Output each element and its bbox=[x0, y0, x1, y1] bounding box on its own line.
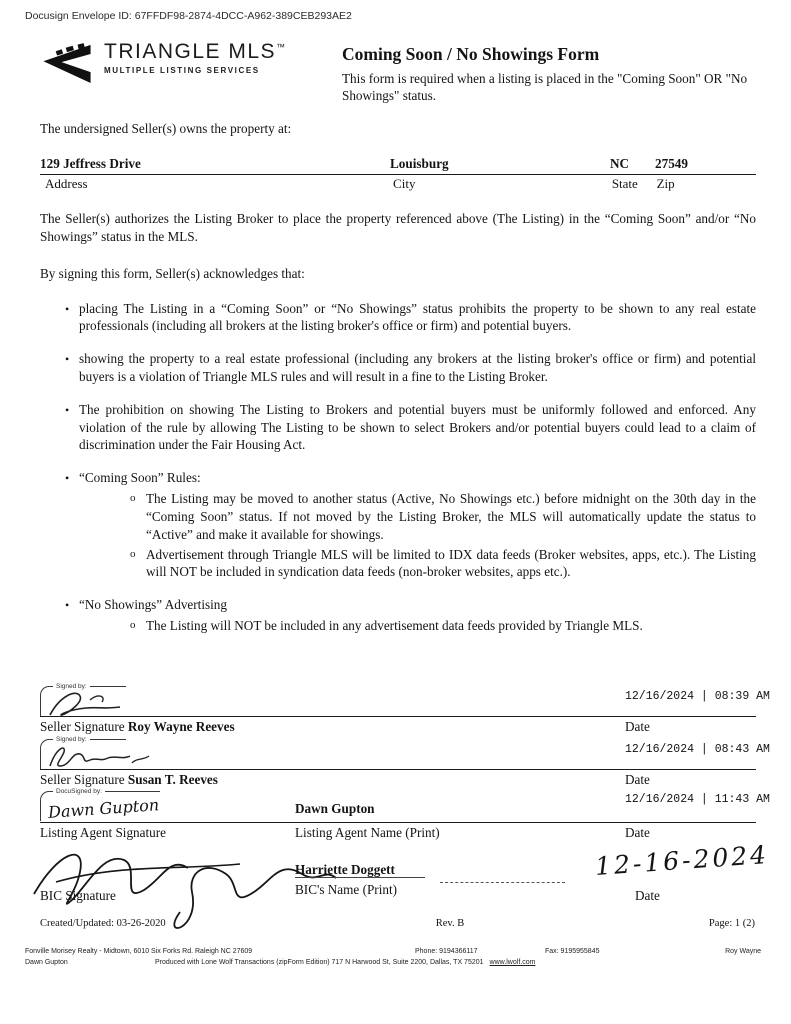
authorize-paragraph: The Seller(s) authorizes the Listing Broker to place the property referenced above (The Listing) in the “Coming Soon” and/or “No Showings” status in the MLS. bbox=[40, 211, 756, 244]
bullet-dot: • bbox=[65, 598, 70, 613]
bullet-no-showings-advertising: • “No Showings” Advertising bbox=[65, 597, 227, 613]
title-block bbox=[342, 44, 758, 105]
revision: Rev. B bbox=[435, 918, 465, 929]
seller1-signature-line bbox=[40, 716, 756, 717]
page-number: Page: 1 (2) bbox=[708, 918, 755, 929]
bullet-placing: • placing The Listing in a “Coming Soon” or “No Showings” status prohibits the property to be shown to any real estate professionals (including all brokers at the listing broker's office or firm) and potential buyers. bbox=[65, 300, 756, 334]
state-label: State bbox=[611, 175, 638, 191]
seller1-signature-row bbox=[40, 683, 770, 739]
logo-tagline: MULTIPLE LISTING SERVICES bbox=[104, 66, 260, 75]
brokerage-phone: Phone: 9194366117 bbox=[415, 948, 478, 955]
zip-value: 27549 bbox=[655, 155, 688, 171]
sub-bullet-advertisement: o Advertisement through Triangle MLS will be limited to IDX data feeds (Broker websites, apps, etc.). The Listing will NOT be included in syndication data feeds (non-broker websites, apps etc.). bbox=[130, 546, 756, 580]
agent-name: Dawn Gupton bbox=[25, 959, 68, 966]
bullet-coming-soon-rules: • “Coming Soon” Rules: bbox=[65, 470, 201, 486]
zip-label: Zip bbox=[656, 175, 675, 191]
seller2-signature-row bbox=[40, 736, 770, 791]
signature-section bbox=[40, 683, 770, 924]
trademark-symbol: ™ bbox=[276, 42, 287, 52]
city-value: Louisburg bbox=[390, 155, 449, 171]
listing-agent-print-name: Dawn Gupton bbox=[295, 801, 375, 816]
seller2-signed-datetime: 12/16/2024 | 08:43 AM bbox=[625, 743, 770, 756]
created-updated: Created/Updated: 03-26-2020 bbox=[40, 918, 166, 929]
listing-agent-role-label: Listing Agent Signature bbox=[40, 825, 167, 840]
seller1-date-label: Date bbox=[625, 719, 650, 734]
bic-print-label: BIC's Name (Print) bbox=[295, 882, 398, 897]
lwolf-link[interactable]: www.lwolf.com bbox=[489, 959, 536, 966]
fine-print-line1 bbox=[25, 948, 771, 955]
bic-date-label: Date bbox=[635, 888, 660, 903]
docusigned-by-label: DocuSigned by: bbox=[53, 788, 105, 795]
sub-bullet-move-status: o The Listing may be moved to another status (Active, No Showings etc.) before midnight on the 30th day in the “Coming Soon” status. If not moved by the Listing Broker, the MLS will automatically update the status to “Active” and make it available for showings. bbox=[130, 491, 756, 542]
seller1-role-label: Seller Signature Roy Wayne Reeves bbox=[40, 719, 235, 734]
bic-print-name: Harriette Doggett bbox=[295, 862, 425, 878]
docusign-envelope-id: Docusign Envelope ID: 67FFDF98-2874-4DCC-A962-389CEB293AE2 bbox=[25, 10, 352, 22]
fine-print-line2 bbox=[25, 959, 771, 966]
bic-handwritten-date: 12-16-2024 bbox=[594, 839, 770, 882]
sub-bullet-dot: o bbox=[130, 618, 136, 631]
bic-signature-row bbox=[40, 839, 770, 924]
client-name: Roy Wayne bbox=[725, 948, 761, 955]
city-label: City bbox=[393, 175, 416, 191]
triangle-mls-logo bbox=[38, 40, 338, 86]
sub-bullet-no-ad-feeds: o The Listing will NOT be included in any advertisement data feeds provided by Triangle MLS. bbox=[130, 617, 643, 633]
form-title: Coming Soon / No Showings Form bbox=[342, 44, 600, 64]
sub-bullet-dot: o bbox=[130, 547, 136, 560]
form-header bbox=[38, 40, 755, 104]
seller1-signed-datetime: 12/16/2024 | 08:39 AM bbox=[625, 690, 770, 703]
sub-bullet-dot: o bbox=[130, 492, 136, 505]
seller2-date-label: Date bbox=[625, 772, 650, 787]
form-subtitle: This form is required when a listing is placed in the "Coming Soon" OR "No Showings" status. bbox=[342, 71, 748, 104]
listing-agent-date-label: Date bbox=[625, 825, 650, 840]
seller2-role-label: Seller Signature Susan T. Reeves bbox=[40, 772, 218, 787]
brokerage-fax: Fax: 9195955845 bbox=[545, 948, 600, 955]
dotted-line bbox=[440, 882, 565, 883]
brokerage-office: Fonville Morisey Realty - Midtown, 6010 Six Forks Rd. Raleigh NC 27609 bbox=[25, 948, 253, 955]
property-address-labels bbox=[40, 175, 756, 193]
address-label: Address bbox=[45, 175, 88, 191]
logo-text bbox=[104, 40, 287, 75]
bullet-list bbox=[40, 300, 756, 635]
bic-role-label: BIC Signature bbox=[40, 888, 116, 903]
bullet-prohibition: • The prohibition on showing The Listing to Brokers and potential buyers must be uniformly followed and enforced. Any violation of the rule by allowing The Listing to be shown to select Brokers and/or potential buyers could lead to a claim of discrimination under the Fair Housing Act. bbox=[65, 401, 756, 453]
listing-agent-signed-datetime: 12/16/2024 | 11:43 AM bbox=[625, 793, 770, 806]
listing-agent-print-label: Listing Agent Name (Print) bbox=[295, 825, 440, 840]
seller2-name: Susan T. Reeves bbox=[127, 772, 218, 787]
acknowledge-line: By signing this form, Seller(s) acknowledges that: bbox=[40, 265, 305, 281]
seller2-signature-line bbox=[40, 769, 756, 770]
seller2-signature-scribble bbox=[46, 742, 166, 772]
page-footer bbox=[40, 918, 755, 929]
bullet-dot: • bbox=[65, 402, 70, 417]
state-value: NC bbox=[610, 155, 630, 171]
logo-brand: TRIANGLE MLS™ bbox=[104, 40, 287, 63]
bullet-dot: • bbox=[65, 471, 70, 486]
form-body bbox=[40, 120, 756, 637]
intro-line: The undersigned Seller(s) owns the property at: bbox=[40, 121, 292, 136]
listing-agent-signature-script: Dawn Gupton bbox=[47, 795, 160, 822]
bic-signature-scribble bbox=[28, 834, 338, 929]
produced-with: Produced with Lone Wolf Transactions (zipForm Edition) 717 N Harwood St, Suite 2200, Dallas, TX 75201 bbox=[155, 959, 484, 966]
bullet-showing: • showing the property to a real estate professional (including any brokers at the listing broker's office or firm) and potential buyers is a violation of Triangle MLS rules and will result in a fine to the Listing Broker. bbox=[65, 351, 756, 385]
seller1-name: Roy Wayne Reeves bbox=[127, 719, 235, 734]
fine-print bbox=[25, 948, 771, 966]
triangle-mls-arrow-icon bbox=[38, 40, 96, 86]
property-address-row bbox=[40, 155, 756, 175]
signed-by-label: Signed by: bbox=[53, 683, 90, 690]
signed-by-label: Signed by: bbox=[53, 736, 90, 743]
address-value: 129 Jeffress Drive bbox=[40, 155, 141, 171]
bullet-dot: • bbox=[65, 301, 70, 316]
bullet-dot: • bbox=[65, 352, 70, 367]
listing-agent-signature-line bbox=[40, 822, 756, 823]
